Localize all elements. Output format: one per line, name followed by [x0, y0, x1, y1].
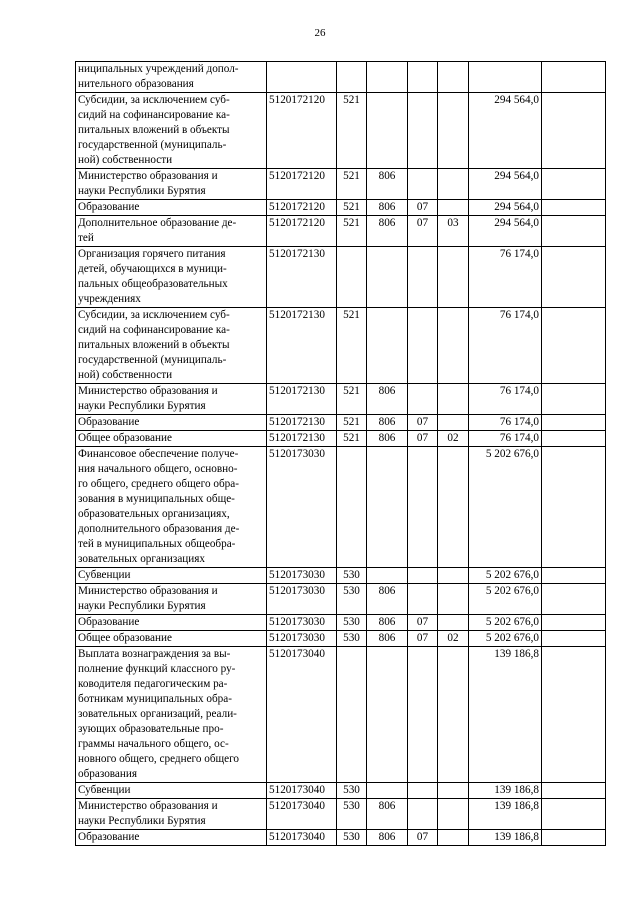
- row-name-line: Общее образование: [78, 632, 172, 644]
- target-code-cell: 5120172120: [267, 93, 337, 169]
- row-name-cell: [76, 830, 267, 846]
- table-row: [76, 308, 606, 384]
- grbs-cell: 806: [367, 631, 408, 647]
- expense-type-cell: 521: [337, 169, 367, 200]
- row-name-line: Министерство образования и: [78, 385, 218, 397]
- section-cell: [408, 568, 438, 584]
- subsection-cell: [438, 830, 469, 846]
- row-name-cell: [76, 384, 267, 415]
- row-name-cell: [76, 308, 267, 384]
- section-cell: 07: [408, 631, 438, 647]
- grbs-cell: 806: [367, 830, 408, 846]
- subsection-cell: [438, 62, 469, 93]
- expense-type-cell: 530: [337, 584, 367, 615]
- row-name-line: Дополнительное образование де-: [78, 217, 237, 229]
- subsection-cell: [438, 415, 469, 431]
- row-name-line: Общее образование: [78, 432, 172, 444]
- grbs-cell: 806: [367, 200, 408, 216]
- target-code-cell: 5120172120: [267, 169, 337, 200]
- target-code-cell: 5120173040: [267, 647, 337, 783]
- row-name-line: новного общего, среднего общего: [78, 753, 239, 765]
- sum-cell: 139 186,8: [469, 799, 542, 830]
- grbs-cell: 806: [367, 584, 408, 615]
- expense-type-cell: 521: [337, 93, 367, 169]
- row-name-line: Образование: [78, 201, 140, 213]
- row-name-line: Министерство образования и: [78, 170, 218, 182]
- table-row: [76, 647, 606, 783]
- row-name-line: государственной (муниципаль-: [78, 354, 227, 366]
- subsection-cell: 03: [438, 216, 469, 247]
- table-row: [76, 431, 606, 447]
- sum-cell: 294 564,0: [469, 169, 542, 200]
- subsection-cell: [438, 783, 469, 799]
- row-name-line: зования в муниципальных обще-: [78, 493, 235, 505]
- row-name-line: государственной (муниципаль-: [78, 139, 227, 151]
- row-name-line: Образование: [78, 616, 140, 628]
- table-row: [76, 584, 606, 615]
- expense-type-cell: [337, 447, 367, 568]
- target-code-cell: 5120173030: [267, 568, 337, 584]
- extra-cell: [542, 384, 606, 415]
- row-name-line: образовательных организациях,: [78, 508, 230, 520]
- table-row: [76, 247, 606, 308]
- extra-cell: [542, 200, 606, 216]
- row-name-line: ботникам муниципальных обра-: [78, 693, 232, 705]
- table-row: [76, 568, 606, 584]
- section-cell: [408, 308, 438, 384]
- section-cell: 07: [408, 216, 438, 247]
- row-name-line: Министерство образования и: [78, 585, 218, 597]
- row-name-line: науки Республики Бурятия: [78, 400, 206, 412]
- expense-type-cell: 521: [337, 216, 367, 247]
- sum-cell: 294 564,0: [469, 93, 542, 169]
- sum-cell: 5 202 676,0: [469, 568, 542, 584]
- grbs-cell: [367, 62, 408, 93]
- target-code-cell: [267, 62, 337, 93]
- section-cell: [408, 169, 438, 200]
- row-name-line: Образование: [78, 416, 140, 428]
- row-name-cell: [76, 783, 267, 799]
- row-name-line: Субсидии, за исключением суб-: [78, 94, 230, 106]
- extra-cell: [542, 216, 606, 247]
- expense-type-cell: 530: [337, 631, 367, 647]
- subsection-cell: [438, 93, 469, 169]
- table-row: [76, 799, 606, 830]
- sum-cell: 5 202 676,0: [469, 631, 542, 647]
- sum-cell: 76 174,0: [469, 415, 542, 431]
- table-row: [76, 62, 606, 93]
- extra-cell: [542, 415, 606, 431]
- sum-cell: 5 202 676,0: [469, 447, 542, 568]
- row-name-line: Субвенции: [78, 569, 131, 581]
- extra-cell: [542, 169, 606, 200]
- sum-cell: 5 202 676,0: [469, 615, 542, 631]
- table-body: [76, 62, 606, 846]
- expense-type-cell: [337, 62, 367, 93]
- row-name-line: Выплата вознаграждения за вы-: [78, 648, 231, 660]
- extra-cell: [542, 247, 606, 308]
- expense-type-cell: 521: [337, 415, 367, 431]
- subsection-cell: [438, 568, 469, 584]
- row-name-line: науки Республики Бурятия: [78, 815, 206, 827]
- target-code-cell: 5120172130: [267, 415, 337, 431]
- table-row: [76, 615, 606, 631]
- row-name-line: ниципальных учреждений допол-: [78, 63, 239, 75]
- row-name-cell: [76, 93, 267, 169]
- row-name-line: тей в муниципальных общеобра-: [78, 538, 236, 550]
- grbs-cell: [367, 308, 408, 384]
- row-name-line: Министерство образования и: [78, 800, 218, 812]
- row-name-line: сидий на софинансирование ка-: [78, 109, 230, 121]
- row-name-line: питальных вложений в объекты: [78, 124, 230, 136]
- section-cell: [408, 783, 438, 799]
- row-name-line: ководителя педагогическим ра-: [78, 678, 228, 690]
- extra-cell: [542, 447, 606, 568]
- table-row: [76, 631, 606, 647]
- expense-type-cell: [337, 247, 367, 308]
- row-name-cell: [76, 568, 267, 584]
- target-code-cell: 5120172130: [267, 308, 337, 384]
- section-cell: [408, 247, 438, 308]
- table-row: [76, 830, 606, 846]
- grbs-cell: 806: [367, 384, 408, 415]
- row-name-line: науки Республики Бурятия: [78, 600, 206, 612]
- table-row: [76, 384, 606, 415]
- sum-cell: 294 564,0: [469, 216, 542, 247]
- row-name-line: питальных вложений в объекты: [78, 339, 230, 351]
- row-name-cell: [76, 631, 267, 647]
- section-cell: 07: [408, 415, 438, 431]
- row-name-line: учреждениях: [78, 293, 141, 305]
- target-code-cell: 5120173040: [267, 830, 337, 846]
- sum-cell: 76 174,0: [469, 247, 542, 308]
- target-code-cell: 5120173030: [267, 584, 337, 615]
- subsection-cell: 02: [438, 631, 469, 647]
- grbs-cell: 806: [367, 799, 408, 830]
- table-row: [76, 783, 606, 799]
- sum-cell: 139 186,8: [469, 647, 542, 783]
- row-name-cell: [76, 200, 267, 216]
- row-name-line: го общего, среднего общего обра-: [78, 478, 239, 490]
- row-name-line: образования: [78, 768, 138, 780]
- expense-type-cell: 530: [337, 799, 367, 830]
- budget-table: [75, 61, 606, 846]
- row-name-cell: [76, 415, 267, 431]
- sum-cell: [469, 62, 542, 93]
- grbs-cell: [367, 568, 408, 584]
- expense-type-cell: 530: [337, 783, 367, 799]
- row-name-line: зовательных организациях: [78, 553, 206, 565]
- row-name-line: ной) собственности: [78, 154, 173, 166]
- target-code-cell: 5120172130: [267, 431, 337, 447]
- subsection-cell: [438, 615, 469, 631]
- row-name-cell: [76, 799, 267, 830]
- extra-cell: [542, 783, 606, 799]
- section-cell: [408, 647, 438, 783]
- extra-cell: [542, 568, 606, 584]
- section-cell: [408, 93, 438, 169]
- row-name-line: ной) собственности: [78, 369, 173, 381]
- extra-cell: [542, 584, 606, 615]
- table-row: [76, 447, 606, 568]
- section-cell: 07: [408, 830, 438, 846]
- target-code-cell: 5120173030: [267, 615, 337, 631]
- section-cell: [408, 62, 438, 93]
- grbs-cell: [367, 647, 408, 783]
- row-name-cell: [76, 247, 267, 308]
- row-name-cell: [76, 62, 267, 93]
- row-name-line: сидий на софинансирование ка-: [78, 324, 230, 336]
- row-name-line: Организация горячего питания: [78, 248, 226, 260]
- row-name-cell: [76, 584, 267, 615]
- row-name-line: пальных общеобразовательных: [78, 278, 228, 290]
- subsection-cell: [438, 384, 469, 415]
- extra-cell: [542, 431, 606, 447]
- target-code-cell: 5120172130: [267, 247, 337, 308]
- row-name-line: дополнительного образования де-: [78, 523, 240, 535]
- subsection-cell: [438, 200, 469, 216]
- grbs-cell: 806: [367, 615, 408, 631]
- row-name-line: тей: [78, 232, 94, 244]
- row-name-line: ния начального общего, основно-: [78, 463, 238, 475]
- row-name-cell: [76, 447, 267, 568]
- page-number: 26: [314, 27, 326, 39]
- grbs-cell: 806: [367, 415, 408, 431]
- extra-cell: [542, 830, 606, 846]
- row-name-line: полнение функций классного ру-: [78, 663, 236, 675]
- expense-type-cell: [337, 647, 367, 783]
- extra-cell: [542, 631, 606, 647]
- expense-type-cell: 530: [337, 615, 367, 631]
- grbs-cell: [367, 783, 408, 799]
- subsection-cell: [438, 799, 469, 830]
- extra-cell: [542, 647, 606, 783]
- section-cell: [408, 447, 438, 568]
- extra-cell: [542, 308, 606, 384]
- section-cell: [408, 584, 438, 615]
- grbs-cell: [367, 247, 408, 308]
- target-code-cell: 5120173040: [267, 799, 337, 830]
- row-name-line: науки Республики Бурятия: [78, 185, 206, 197]
- row-name-line: Субвенции: [78, 784, 131, 796]
- row-name-line: зовательных организаций, реали-: [78, 708, 237, 720]
- row-name-line: Образование: [78, 831, 140, 843]
- sum-cell: 139 186,8: [469, 783, 542, 799]
- expense-type-cell: 521: [337, 308, 367, 384]
- grbs-cell: 806: [367, 169, 408, 200]
- subsection-cell: [438, 247, 469, 308]
- expense-type-cell: 521: [337, 384, 367, 415]
- extra-cell: [542, 93, 606, 169]
- row-name-cell: [76, 431, 267, 447]
- subsection-cell: 02: [438, 431, 469, 447]
- expense-type-cell: 530: [337, 830, 367, 846]
- section-cell: 07: [408, 615, 438, 631]
- sum-cell: 294 564,0: [469, 200, 542, 216]
- grbs-cell: 806: [367, 216, 408, 247]
- subsection-cell: [438, 447, 469, 568]
- target-code-cell: 5120172120: [267, 216, 337, 247]
- row-name-line: граммы начального общего, ос-: [78, 738, 229, 750]
- row-name-cell: [76, 615, 267, 631]
- subsection-cell: [438, 584, 469, 615]
- row-name-line: детей, обучающихся в муници-: [78, 263, 227, 275]
- sum-cell: 5 202 676,0: [469, 584, 542, 615]
- section-cell: 07: [408, 200, 438, 216]
- target-code-cell: 5120172130: [267, 384, 337, 415]
- section-cell: 07: [408, 431, 438, 447]
- target-code-cell: 5120173040: [267, 783, 337, 799]
- table-row: [76, 93, 606, 169]
- row-name-line: нительного образования: [78, 78, 194, 90]
- table-row: [76, 200, 606, 216]
- extra-cell: [542, 62, 606, 93]
- section-cell: [408, 799, 438, 830]
- row-name-line: зующих образовательные про-: [78, 723, 224, 735]
- grbs-cell: 806: [367, 431, 408, 447]
- subsection-cell: [438, 647, 469, 783]
- table-row: [76, 415, 606, 431]
- sum-cell: 76 174,0: [469, 308, 542, 384]
- row-name-cell: [76, 647, 267, 783]
- subsection-cell: [438, 308, 469, 384]
- table-row: [76, 216, 606, 247]
- sum-cell: 139 186,8: [469, 830, 542, 846]
- sum-cell: 76 174,0: [469, 431, 542, 447]
- row-name-line: Субсидии, за исключением суб-: [78, 309, 230, 321]
- expense-type-cell: 521: [337, 200, 367, 216]
- grbs-cell: [367, 93, 408, 169]
- section-cell: [408, 384, 438, 415]
- grbs-cell: [367, 447, 408, 568]
- row-name-cell: [76, 216, 267, 247]
- target-code-cell: 5120173030: [267, 447, 337, 568]
- target-code-cell: 5120172120: [267, 200, 337, 216]
- extra-cell: [542, 615, 606, 631]
- sum-cell: 76 174,0: [469, 384, 542, 415]
- expense-type-cell: 530: [337, 568, 367, 584]
- target-code-cell: 5120173030: [267, 631, 337, 647]
- expense-type-cell: 521: [337, 431, 367, 447]
- extra-cell: [542, 799, 606, 830]
- row-name-line: Финансовое обеспечение получе-: [78, 448, 239, 460]
- table-row: [76, 169, 606, 200]
- row-name-cell: [76, 169, 267, 200]
- subsection-cell: [438, 169, 469, 200]
